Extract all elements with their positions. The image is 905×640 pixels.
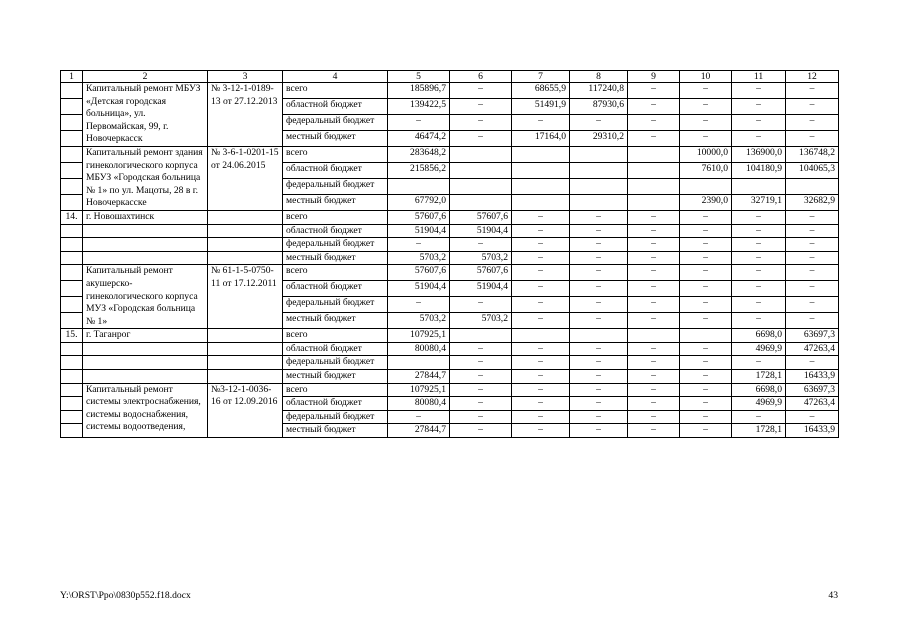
amount-cell: 51904,4 (388, 281, 450, 297)
column-header: 4 (283, 71, 388, 83)
amount-cell: – (786, 265, 839, 281)
amount-cell: 104180,9 (732, 162, 786, 178)
amount-cell (388, 178, 450, 194)
row-number (61, 178, 83, 194)
column-header: 7 (512, 71, 570, 83)
column-header: 10 (680, 71, 732, 83)
table-header-row (61, 71, 839, 83)
amount-cell: – (732, 83, 786, 99)
object-name: Капитальный ремонт МБУЗ «Детская городская больница», ул. Первомайская, 99, г. Новочеркасск (83, 83, 208, 147)
amount-cell (732, 178, 786, 194)
amount-cell (628, 146, 680, 162)
amount-cell: – (680, 397, 732, 411)
budget-source: всего (283, 210, 388, 224)
amount-cell: – (680, 281, 732, 297)
amount-cell: – (680, 383, 732, 397)
amount-cell: – (786, 281, 839, 297)
amount-cell: – (450, 114, 512, 130)
row-number (61, 313, 83, 329)
amount-cell: 6698,0 (732, 329, 786, 343)
amount-cell (628, 162, 680, 178)
amount-cell: – (388, 238, 450, 252)
amount-cell: – (570, 342, 628, 356)
row-number (61, 356, 83, 370)
amount-cell: – (570, 265, 628, 281)
amount-cell: – (450, 130, 512, 146)
amount-cell: 139422,5 (388, 98, 450, 114)
table-row (61, 356, 839, 370)
object-name: г. Таганрог (83, 329, 208, 343)
amount-cell: – (512, 114, 570, 130)
amount-cell: – (680, 424, 732, 438)
amount-cell: – (512, 251, 570, 265)
amount-cell: 51904,4 (450, 281, 512, 297)
amount-cell: 57607,6 (450, 210, 512, 224)
object-name (83, 356, 208, 370)
amount-cell: – (680, 342, 732, 356)
column-header: 11 (732, 71, 786, 83)
amount-cell: – (628, 238, 680, 252)
amount-cell: 29310,2 (570, 130, 628, 146)
amount-cell (628, 178, 680, 194)
row-number (61, 114, 83, 130)
amount-cell (570, 194, 628, 210)
amount-cell: – (512, 210, 570, 224)
amount-cell: 32719,1 (732, 194, 786, 210)
budget-source: всего (283, 265, 388, 281)
amount-cell: – (732, 265, 786, 281)
amount-cell: – (628, 383, 680, 397)
amount-cell: – (680, 98, 732, 114)
object-name: Капитальный ремонт системы электроснабжения, системы водоснабжения, системы водоотведения, (83, 383, 208, 437)
amount-cell: 63697,3 (786, 383, 839, 397)
amount-cell: – (570, 251, 628, 265)
document-ref (208, 251, 283, 265)
amount-cell: – (680, 265, 732, 281)
amount-cell: 27844,7 (388, 370, 450, 384)
amount-cell: 2390,0 (680, 194, 732, 210)
table-row (61, 265, 839, 281)
amount-cell: – (680, 370, 732, 384)
document-ref (208, 356, 283, 370)
row-number (61, 224, 83, 238)
amount-cell (628, 329, 680, 343)
budget-source: областной бюджет (283, 281, 388, 297)
column-header: 12 (786, 71, 839, 83)
table-row (61, 370, 839, 384)
document-ref (208, 342, 283, 356)
amount-cell: 7610,0 (680, 162, 732, 178)
amount-cell: – (512, 370, 570, 384)
amount-cell: – (512, 342, 570, 356)
table-row (61, 329, 839, 343)
amount-cell: – (570, 410, 628, 424)
amount-cell: – (512, 224, 570, 238)
amount-cell: – (732, 356, 786, 370)
amount-cell: 6698,0 (732, 383, 786, 397)
amount-cell: – (732, 210, 786, 224)
amount-cell: – (732, 98, 786, 114)
amount-cell: – (570, 383, 628, 397)
amount-cell: – (680, 356, 732, 370)
amount-cell: – (786, 98, 839, 114)
amount-cell: – (680, 114, 732, 130)
amount-cell: 47263,4 (786, 397, 839, 411)
amount-cell: – (450, 424, 512, 438)
table-row (61, 83, 839, 99)
table-row (61, 251, 839, 265)
amount-cell: 57607,6 (450, 265, 512, 281)
row-number (61, 370, 83, 384)
amount-cell: 27844,7 (388, 424, 450, 438)
amount-cell: 1728,1 (732, 370, 786, 384)
amount-cell: 4969,9 (732, 342, 786, 356)
amount-cell: 17164,0 (512, 130, 570, 146)
amount-cell: – (786, 238, 839, 252)
row-number (61, 238, 83, 252)
amount-cell: 16433,9 (786, 370, 839, 384)
amount-cell: – (732, 251, 786, 265)
amount-cell: – (388, 114, 450, 130)
row-number (61, 194, 83, 210)
amount-cell: 68655,9 (512, 83, 570, 99)
amount-cell (570, 162, 628, 178)
amount-cell: – (450, 297, 512, 313)
row-number (61, 383, 83, 397)
amount-cell: – (388, 297, 450, 313)
amount-cell: 5703,2 (450, 313, 512, 329)
amount-cell: 51491,9 (512, 98, 570, 114)
amount-cell: – (732, 114, 786, 130)
amount-cell: – (732, 238, 786, 252)
amount-cell: 57607,6 (388, 265, 450, 281)
amount-cell (570, 178, 628, 194)
amount-cell: – (450, 410, 512, 424)
amount-cell: – (570, 313, 628, 329)
amount-cell: – (450, 383, 512, 397)
column-header: 2 (83, 71, 208, 83)
amount-cell (388, 356, 450, 370)
amount-cell: – (628, 114, 680, 130)
amount-cell: – (628, 370, 680, 384)
amount-cell: – (786, 251, 839, 265)
amount-cell: – (570, 210, 628, 224)
amount-cell: – (628, 251, 680, 265)
amount-cell: – (680, 313, 732, 329)
row-number (61, 130, 83, 146)
amount-cell: – (732, 297, 786, 313)
object-name: Капитальный ремонт акушерско-гинекологического корпуса МУЗ «Городская больница № 1» (83, 265, 208, 329)
amount-cell: – (450, 83, 512, 99)
amount-cell: – (680, 238, 732, 252)
document-ref (208, 238, 283, 252)
budget-source: местный бюджет (283, 130, 388, 146)
amount-cell (512, 178, 570, 194)
budget-source: областной бюджет (283, 342, 388, 356)
amount-cell: 107925,1 (388, 329, 450, 343)
document-ref (208, 210, 283, 224)
budget-source: всего (283, 146, 388, 162)
budget-source: всего (283, 83, 388, 99)
row-number (61, 424, 83, 438)
amount-cell: – (570, 114, 628, 130)
amount-cell: 136748,2 (786, 146, 839, 162)
amount-cell: – (786, 410, 839, 424)
amount-cell: 51904,4 (450, 224, 512, 238)
object-name: г. Новошахтинск (83, 210, 208, 224)
amount-cell: – (570, 370, 628, 384)
amount-cell (680, 178, 732, 194)
budget-source: федеральный бюджет (283, 114, 388, 130)
row-number (61, 251, 83, 265)
amount-cell: – (680, 251, 732, 265)
row-number (61, 342, 83, 356)
amount-cell: – (628, 265, 680, 281)
amount-cell: 185896,7 (388, 83, 450, 99)
amount-cell: – (450, 370, 512, 384)
column-header: 5 (388, 71, 450, 83)
object-name (83, 370, 208, 384)
budget-source: местный бюджет (283, 194, 388, 210)
column-header: 9 (628, 71, 680, 83)
amount-cell: 5703,2 (388, 251, 450, 265)
page-number: 43 (828, 590, 838, 601)
budget-source: областной бюджет (283, 98, 388, 114)
amount-cell: – (570, 297, 628, 313)
amount-cell: – (732, 410, 786, 424)
amount-cell: – (450, 238, 512, 252)
budget-source: областной бюджет (283, 162, 388, 178)
amount-cell: – (570, 238, 628, 252)
column-header: 6 (450, 71, 512, 83)
budget-source: федеральный бюджет (283, 238, 388, 252)
budget-source: местный бюджет (283, 424, 388, 438)
object-name (83, 238, 208, 252)
row-number (61, 281, 83, 297)
amount-cell: – (786, 210, 839, 224)
amount-cell: 63697,3 (786, 329, 839, 343)
amount-cell: – (450, 342, 512, 356)
amount-cell: 107925,1 (388, 383, 450, 397)
amount-cell: – (628, 130, 680, 146)
amount-cell: – (786, 83, 839, 99)
amount-cell: – (628, 281, 680, 297)
amount-cell: – (450, 356, 512, 370)
document-ref (208, 224, 283, 238)
amount-cell: – (570, 397, 628, 411)
amount-cell: – (512, 238, 570, 252)
object-name (83, 342, 208, 356)
file-path: Y:\ORST\Ppo\0830p552.f18.docx (60, 590, 191, 601)
amount-cell: 1728,1 (732, 424, 786, 438)
amount-cell: 80080,4 (388, 397, 450, 411)
budget-source: областной бюджет (283, 224, 388, 238)
row-number: 14. (61, 210, 83, 224)
amount-cell: – (570, 281, 628, 297)
amount-cell (680, 329, 732, 343)
table-row (61, 210, 839, 224)
budget-table (60, 70, 839, 438)
document-ref: №3-12-1-0036-16 от 12.09.2016 (208, 383, 283, 437)
budget-source: местный бюджет (283, 313, 388, 329)
table-row (61, 342, 839, 356)
budget-source: всего (283, 383, 388, 397)
budget-source: федеральный бюджет (283, 297, 388, 313)
amount-cell: – (450, 397, 512, 411)
column-header: 8 (570, 71, 628, 83)
column-header: 3 (208, 71, 283, 83)
amount-cell (786, 178, 839, 194)
amount-cell: – (786, 130, 839, 146)
amount-cell: – (786, 297, 839, 313)
amount-cell: 283648,2 (388, 146, 450, 162)
amount-cell: 10000,0 (680, 146, 732, 162)
amount-cell: – (680, 224, 732, 238)
document-ref (208, 370, 283, 384)
row-number (61, 146, 83, 162)
amount-cell: – (628, 410, 680, 424)
document-ref: № 61-1-5-0750-11 от 17.12.2011 (208, 265, 283, 329)
amount-cell: – (628, 98, 680, 114)
row-number: 15. (61, 329, 83, 343)
amount-cell (512, 194, 570, 210)
amount-cell: – (786, 356, 839, 370)
amount-cell: – (680, 297, 732, 313)
amount-cell (450, 329, 512, 343)
amount-cell: – (512, 313, 570, 329)
amount-cell: – (732, 313, 786, 329)
amount-cell: – (512, 397, 570, 411)
amount-cell: – (732, 130, 786, 146)
amount-cell: 117240,8 (570, 83, 628, 99)
amount-cell: 67792,0 (388, 194, 450, 210)
amount-cell: – (512, 410, 570, 424)
amount-cell: 57607,6 (388, 210, 450, 224)
amount-cell: – (570, 424, 628, 438)
budget-source: местный бюджет (283, 251, 388, 265)
amount-cell: – (512, 356, 570, 370)
document-ref: № 3-12-1-0189-13 от 27.12.2013 (208, 83, 283, 147)
budget-source: федеральный бюджет (283, 178, 388, 194)
amount-cell: 104065,3 (786, 162, 839, 178)
budget-source: федеральный бюджет (283, 356, 388, 370)
amount-cell: – (628, 313, 680, 329)
row-number (61, 397, 83, 411)
amount-cell: 5703,2 (450, 251, 512, 265)
row-number (61, 410, 83, 424)
amount-cell (512, 329, 570, 343)
amount-cell: – (450, 98, 512, 114)
object-name (83, 224, 208, 238)
amount-cell: – (628, 342, 680, 356)
budget-source: местный бюджет (283, 370, 388, 384)
row-number (61, 83, 83, 99)
amount-cell: 80080,4 (388, 342, 450, 356)
amount-cell: – (786, 114, 839, 130)
amount-cell (512, 162, 570, 178)
amount-cell: 16433,9 (786, 424, 839, 438)
amount-cell: – (680, 410, 732, 424)
amount-cell: 47263,4 (786, 342, 839, 356)
amount-cell: 4969,9 (732, 397, 786, 411)
amount-cell: – (786, 224, 839, 238)
table-row (61, 238, 839, 252)
amount-cell: – (388, 410, 450, 424)
table-row (61, 224, 839, 238)
budget-source: федеральный бюджет (283, 410, 388, 424)
amount-cell: – (628, 297, 680, 313)
budget-source: всего (283, 329, 388, 343)
amount-cell: 87930,6 (570, 98, 628, 114)
document-ref: № 3-6-1-0201-15 от 24.06.2015 (208, 146, 283, 210)
amount-cell: – (680, 210, 732, 224)
amount-cell: – (512, 281, 570, 297)
amount-cell: – (570, 356, 628, 370)
amount-cell: 32682,9 (786, 194, 839, 210)
amount-cell (628, 194, 680, 210)
amount-cell: – (512, 424, 570, 438)
document-ref (208, 329, 283, 343)
row-number (61, 297, 83, 313)
amount-cell: 5703,2 (388, 313, 450, 329)
amount-cell: 136900,0 (732, 146, 786, 162)
table-row (61, 383, 839, 397)
amount-cell: – (628, 356, 680, 370)
amount-cell: – (512, 265, 570, 281)
amount-cell: – (628, 210, 680, 224)
amount-cell: – (680, 130, 732, 146)
amount-cell: – (512, 297, 570, 313)
document-page (60, 70, 838, 438)
amount-cell (450, 162, 512, 178)
amount-cell (450, 194, 512, 210)
budget-source: областной бюджет (283, 397, 388, 411)
amount-cell: – (628, 424, 680, 438)
amount-cell: – (628, 224, 680, 238)
amount-cell: – (570, 224, 628, 238)
amount-cell: 215856,2 (388, 162, 450, 178)
object-name (83, 251, 208, 265)
amount-cell: – (512, 383, 570, 397)
amount-cell: – (628, 397, 680, 411)
amount-cell (570, 329, 628, 343)
amount-cell: – (628, 83, 680, 99)
row-number (61, 98, 83, 114)
amount-cell (512, 146, 570, 162)
amount-cell (450, 146, 512, 162)
amount-cell: – (680, 83, 732, 99)
row-number (61, 265, 83, 281)
row-number (61, 162, 83, 178)
table-row (61, 146, 839, 162)
amount-cell (450, 178, 512, 194)
column-header: 1 (61, 71, 83, 83)
amount-cell: – (786, 313, 839, 329)
amount-cell (570, 146, 628, 162)
amount-cell: – (732, 224, 786, 238)
amount-cell: – (732, 281, 786, 297)
amount-cell: 51904,4 (388, 224, 450, 238)
object-name: Капитальный ремонт здания гинекологического корпуса МБУЗ «Городская больница № 1» по ул. Мацоты, 28 в г. Новочеркасске (83, 146, 208, 210)
amount-cell: 46474,2 (388, 130, 450, 146)
